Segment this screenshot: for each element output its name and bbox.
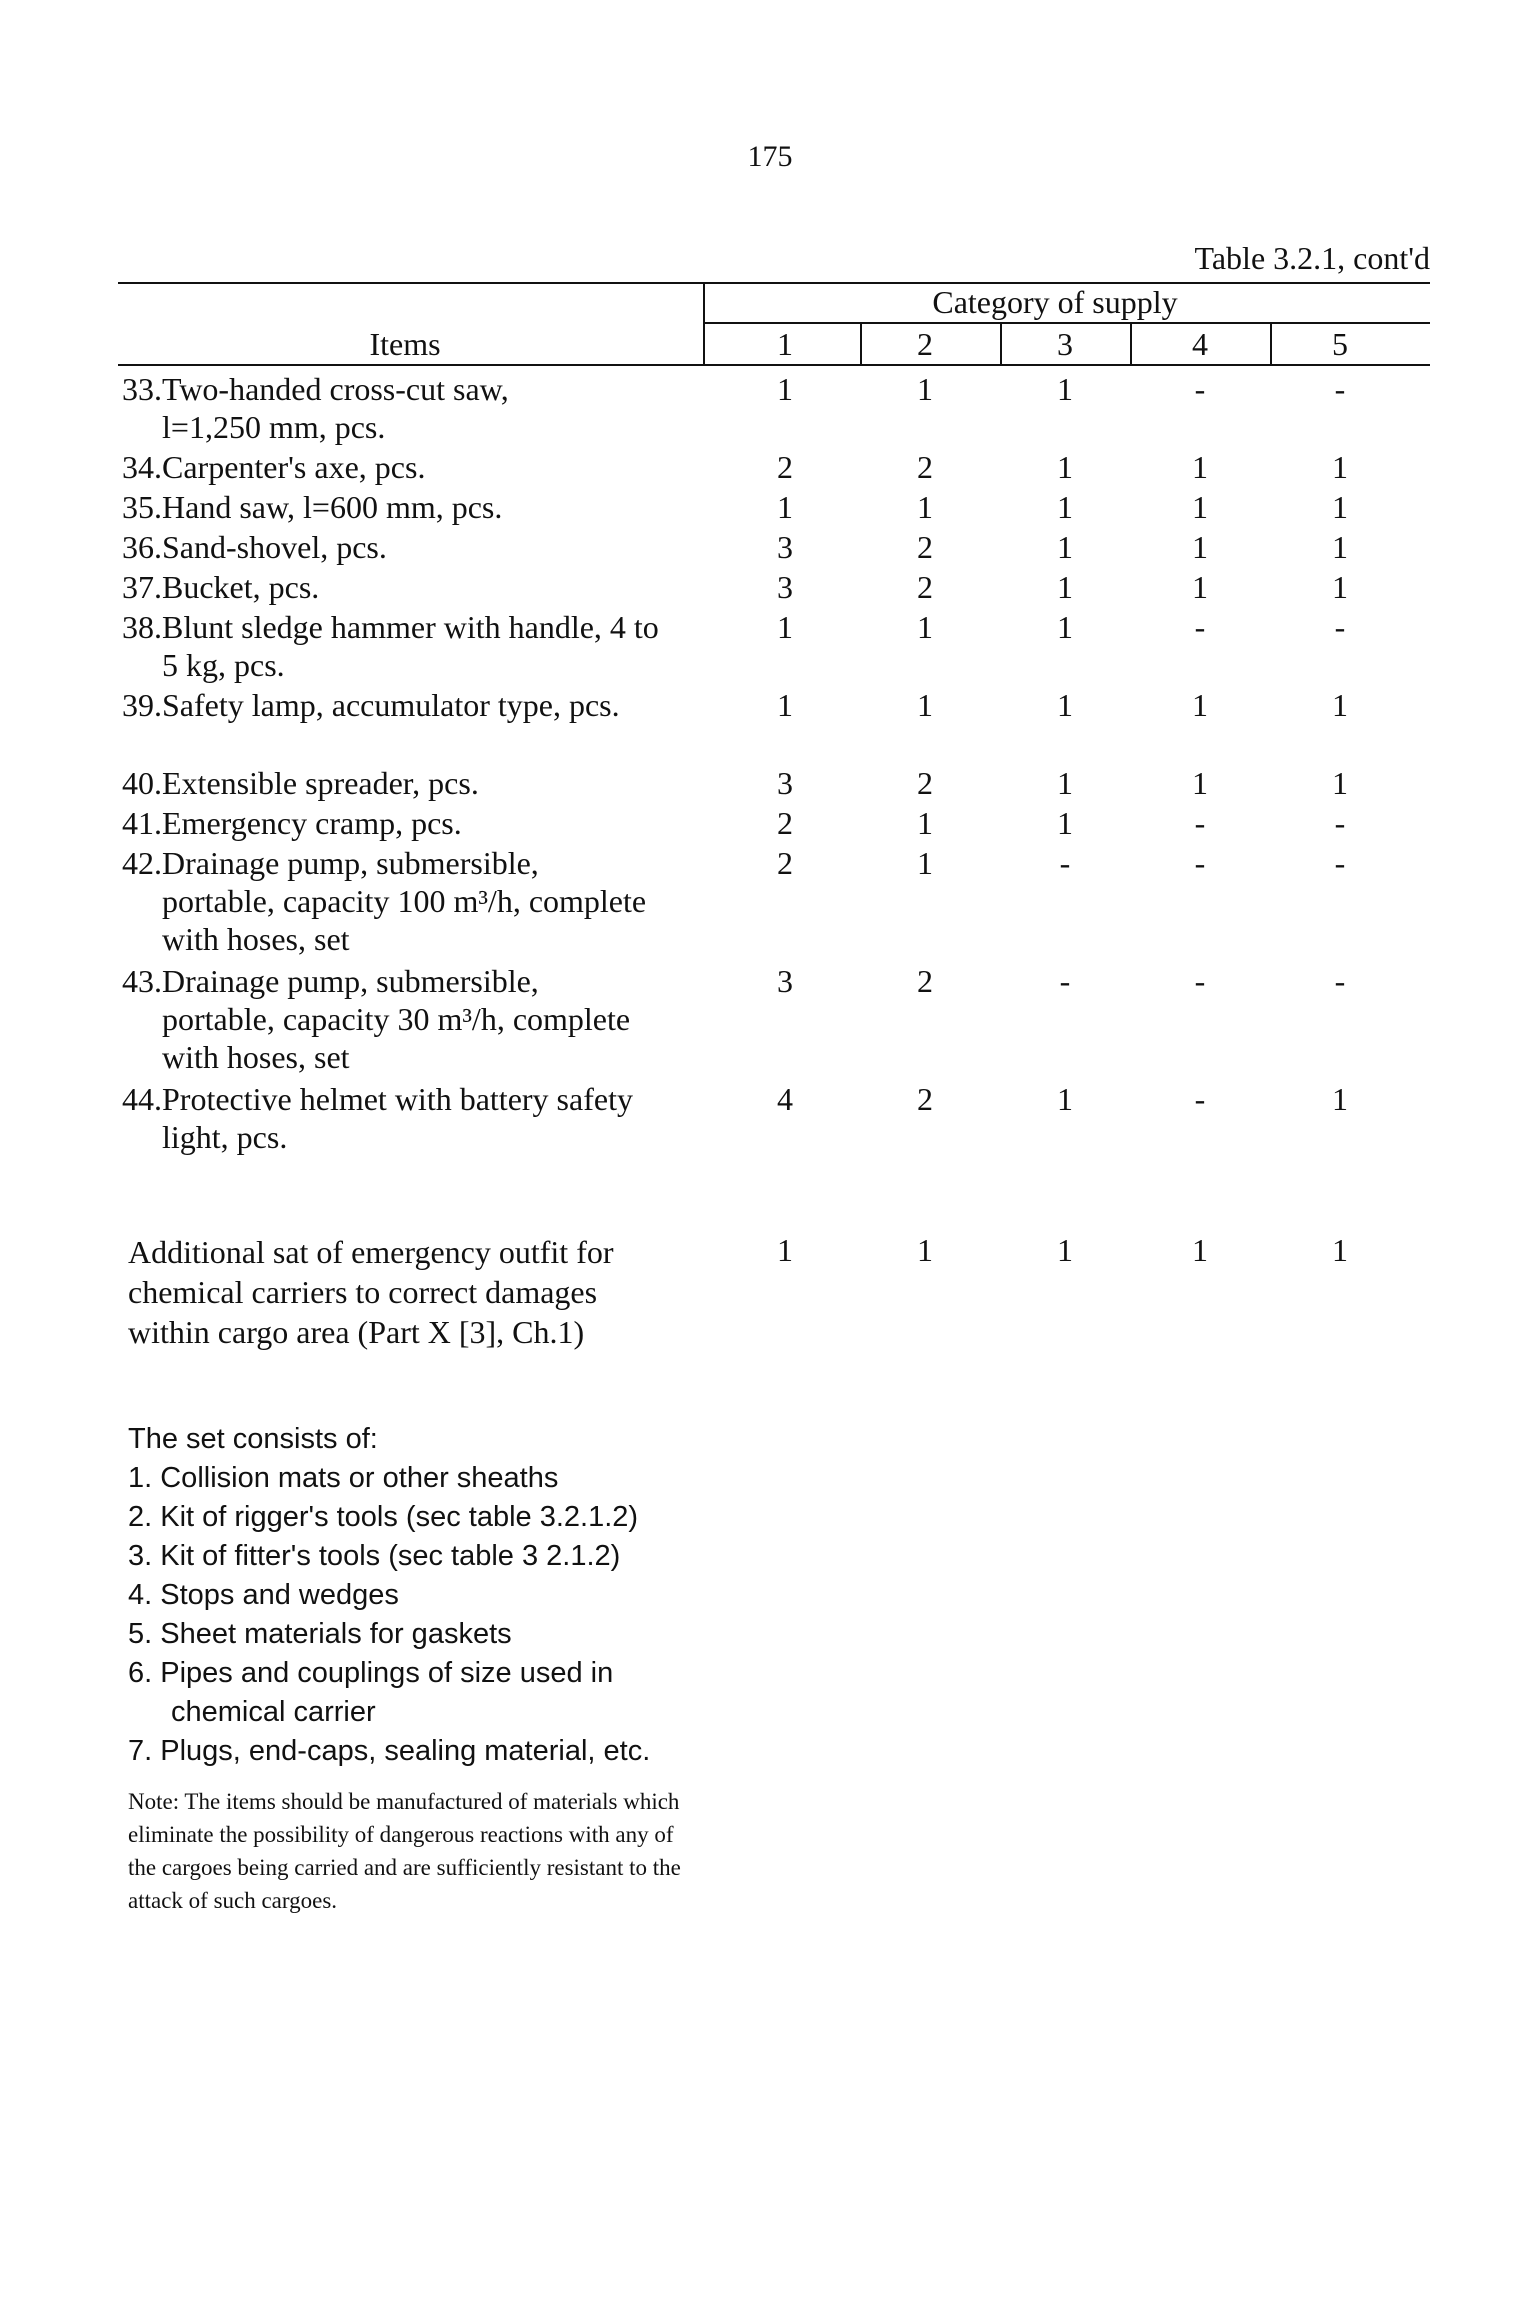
row-value-cat-4: 1	[1192, 687, 1208, 723]
column-heading-2: 2	[917, 326, 933, 362]
row-item-line1: 35.Hand saw, l=600 mm, pcs.	[122, 489, 503, 525]
row-value-cat-4: -	[1194, 963, 1206, 999]
additional-set-description	[128, 1232, 688, 1352]
row-item-line1: 41.Emergency cramp, pcs.	[122, 805, 462, 841]
row-item-line2: 5 kg, pcs.	[162, 647, 285, 683]
row-value-cat-4: -	[1194, 805, 1206, 841]
set-list-item	[128, 1498, 728, 1537]
column-heading-1: 1	[777, 326, 793, 362]
set-list-item	[128, 1537, 728, 1576]
additional-line-3: within cargo area (Part X [3], Ch.1)	[128, 1314, 585, 1350]
row-value-cat-2: 1	[917, 805, 933, 841]
column-heading-4: 4	[1192, 326, 1208, 362]
row-value-cat-5: -	[1334, 609, 1346, 645]
row-value-cat-4: 1	[1192, 765, 1208, 801]
page-number: 175	[747, 140, 793, 173]
col-divider-2	[1000, 322, 1002, 364]
note-text: Note: The items should be manufactured of materials which eliminate the possibility of dangerous reactions with any of the cargoes being carried and are sufficiently resistant to the attack of such cargoes.	[128, 1789, 681, 1913]
row-item-line2: light, pcs.	[162, 1119, 288, 1155]
row-value-cat-5: 1	[1332, 529, 1348, 565]
row-value-cat-4: 1	[1192, 449, 1208, 485]
row-item-line1: 36.Sand-shovel, pcs.	[122, 529, 387, 565]
row-value-cat-5: 1	[1332, 449, 1348, 485]
row-value-cat-4: -	[1194, 1081, 1206, 1117]
row-item-label	[122, 962, 692, 1076]
set-list-item-text: 2. Kit of rigger's tools (sec table 3.2.1.2)	[128, 1501, 639, 1533]
additional-line-1: Additional sat of emergency outfit for	[128, 1234, 614, 1270]
set-contents	[128, 1420, 728, 1771]
row-value-cat-3: -	[1059, 845, 1071, 881]
row-value-cat-3: 1	[1057, 765, 1073, 801]
row-value-cat-4: -	[1194, 845, 1206, 881]
row-item-label	[122, 686, 692, 724]
row-value-cat-2: 2	[917, 1081, 933, 1117]
row-value-cat-5: -	[1334, 845, 1346, 881]
row-value-cat-1: 3	[777, 963, 793, 999]
row-item-label	[122, 764, 692, 802]
row-value-cat-3: 1	[1057, 1081, 1073, 1117]
additional-value-2: 1	[917, 1232, 933, 1268]
row-value-cat-4: -	[1194, 609, 1206, 645]
header-bottom-rule	[118, 364, 1430, 366]
row-value-cat-1: 2	[777, 845, 793, 881]
col-divider-3	[1130, 322, 1132, 364]
row-value-cat-3: 1	[1057, 529, 1073, 565]
additional-value-1: 1	[777, 1232, 793, 1268]
row-value-cat-3: 1	[1057, 449, 1073, 485]
row-value-cat-5: 1	[1332, 1081, 1348, 1117]
row-value-cat-5: -	[1334, 963, 1346, 999]
row-value-cat-5: 1	[1332, 765, 1348, 801]
set-list-item	[128, 1654, 728, 1693]
col-divider-4	[1270, 322, 1272, 364]
row-item-line1: 43.Drainage pump, submersible,	[122, 963, 539, 999]
row-value-cat-1: 3	[777, 569, 793, 605]
items-heading: Items	[369, 326, 441, 362]
row-value-cat-5: 1	[1332, 687, 1348, 723]
set-list-item-text: 7. Plugs, end-caps, sealing material, etc.	[128, 1735, 651, 1767]
additional-line-2: chemical carriers to correct damages	[128, 1274, 598, 1310]
row-value-cat-5: 1	[1332, 569, 1348, 605]
row-item-label	[122, 568, 692, 606]
row-item-label	[122, 370, 692, 446]
additional-value-3: 1	[1057, 1232, 1073, 1268]
col-divider-1	[860, 322, 862, 364]
row-value-cat-2: 2	[917, 529, 933, 565]
row-value-cat-3: 1	[1057, 687, 1073, 723]
set-list-item-text: 5. Sheet materials for gaskets	[128, 1618, 512, 1650]
row-value-cat-4: 1	[1192, 569, 1208, 605]
row-value-cat-3: 1	[1057, 609, 1073, 645]
row-value-cat-2: 1	[917, 489, 933, 525]
row-value-cat-1: 1	[777, 371, 793, 407]
set-list-item-continuation: chemical carrier	[171, 1696, 376, 1728]
row-item-label	[122, 1080, 692, 1156]
column-heading-5: 5	[1332, 326, 1348, 362]
row-item-line1: 42.Drainage pump, submersible,	[122, 845, 539, 881]
additional-value-5: 1	[1332, 1232, 1348, 1268]
row-value-cat-1: 1	[777, 687, 793, 723]
row-value-cat-2: 1	[917, 687, 933, 723]
row-item-label	[122, 488, 692, 526]
row-item-label	[122, 528, 692, 566]
row-value-cat-2: 1	[917, 609, 933, 645]
row-item-line1: 40.Extensible spreader, pcs.	[122, 765, 479, 801]
set-list-item-text: 1. Collision mats or other sheaths	[128, 1462, 559, 1494]
row-item-line1: 44.Protective helmet with battery safety	[122, 1081, 633, 1117]
row-value-cat-1: 3	[777, 765, 793, 801]
row-value-cat-3: 1	[1057, 569, 1073, 605]
row-value-cat-1: 3	[777, 529, 793, 565]
row-value-cat-1: 2	[777, 449, 793, 485]
row-value-cat-2: 2	[917, 963, 933, 999]
set-list-item-text: 6. Pipes and couplings of size used in	[128, 1657, 614, 1689]
row-value-cat-2: 2	[917, 569, 933, 605]
set-list	[128, 1459, 728, 1771]
row-value-cat-3: 1	[1057, 371, 1073, 407]
row-value-cat-5: 1	[1332, 489, 1348, 525]
row-item-line1: 39.Safety lamp, accumulator type, pcs.	[122, 687, 620, 723]
row-value-cat-4: 1	[1192, 529, 1208, 565]
set-list-item	[128, 1615, 728, 1654]
set-list-item-text: 3. Kit of fitter's tools (sec table 3 2.1.2)	[128, 1540, 621, 1572]
row-value-cat-1: 2	[777, 805, 793, 841]
set-list-item	[128, 1576, 728, 1615]
row-item-label	[122, 608, 692, 684]
row-value-cat-3: 1	[1057, 489, 1073, 525]
row-item-line2: portable, capacity 100 m³/h, complete	[162, 883, 647, 919]
row-item-label	[122, 448, 692, 486]
row-item-line2: l=1,250 mm, pcs.	[162, 409, 386, 445]
row-value-cat-4: 1	[1192, 489, 1208, 525]
set-list-item	[128, 1459, 728, 1498]
row-item-line1: 38.Blunt sledge hammer with handle, 4 to	[122, 609, 659, 645]
table-caption: Table 3.2.1, cont'd	[1194, 240, 1430, 276]
row-item-line1: 37.Bucket, pcs.	[122, 569, 320, 605]
row-value-cat-2: 2	[917, 449, 933, 485]
category-divider-rule	[705, 322, 1430, 324]
row-item-label	[122, 804, 692, 842]
row-value-cat-5: -	[1334, 371, 1346, 407]
category-of-supply-heading: Category of supply	[932, 284, 1178, 320]
row-value-cat-4: -	[1194, 371, 1206, 407]
row-value-cat-2: 2	[917, 765, 933, 801]
row-value-cat-1: 1	[777, 489, 793, 525]
row-value-cat-3: -	[1059, 963, 1071, 999]
set-intro: The set consists of:	[128, 1423, 378, 1455]
row-value-cat-1: 1	[777, 609, 793, 645]
row-item-line1: 33.Two-handed cross-cut saw,	[122, 371, 509, 407]
additional-value-4: 1	[1192, 1232, 1208, 1268]
row-item-line1: 34.Carpenter's axe, pcs.	[122, 449, 426, 485]
row-value-cat-1: 4	[777, 1081, 793, 1117]
column-heading-3: 3	[1057, 326, 1073, 362]
row-value-cat-3: 1	[1057, 805, 1073, 841]
row-item-line2: portable, capacity 30 m³/h, complete	[162, 1001, 631, 1037]
row-value-cat-2: 1	[917, 371, 933, 407]
set-list-item-text: 4. Stops and wedges	[128, 1579, 399, 1611]
row-value-cat-5: -	[1334, 805, 1346, 841]
row-item-label	[122, 844, 692, 958]
row-item-line3: with hoses, set	[162, 921, 350, 957]
row-value-cat-2: 1	[917, 845, 933, 881]
row-item-line3: with hoses, set	[162, 1039, 350, 1075]
set-list-item	[128, 1732, 728, 1771]
